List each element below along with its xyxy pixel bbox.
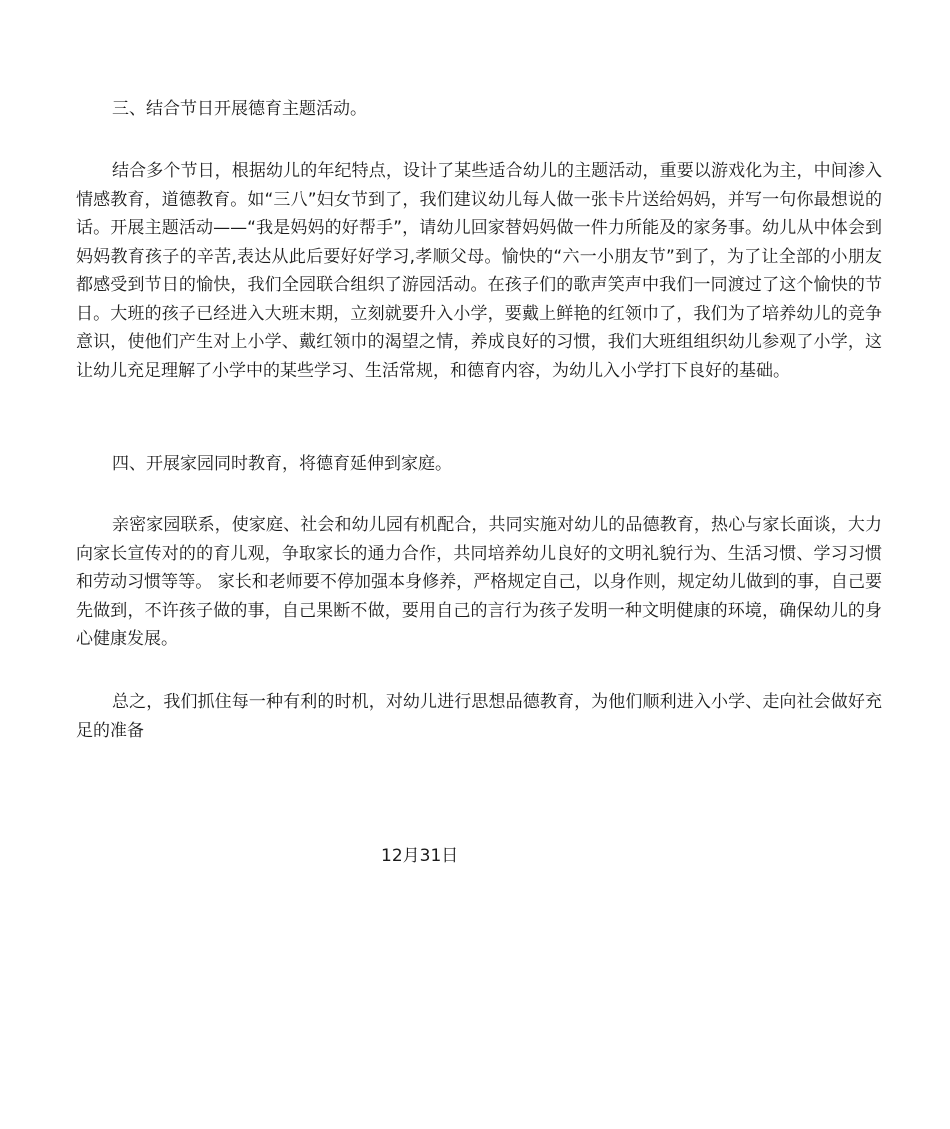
section-four-heading: 四、开展家园同时教育，将德育延伸到家庭。 (112, 454, 452, 474)
conclusion-paragraph: 总之，我们抓住每一种有利的时机，对幼儿进行思想品德教育，为他们顺利进入小学、走向社会做好充足的准备 (76, 692, 882, 741)
section-three-heading: 三、结合节日开展德育主题活动。 (112, 99, 367, 119)
section-four-paragraph: 亲密家园联系，使家庭、社会和幼儿园有机配合，共同实施对幼儿的品德教育，热心与家长面谈，大力向家长宣传对的的育儿观，争取家长的通力合作，共同培养幼儿良好的文明礼貌行为、生活习惯、学习习惯和劳动习惯等等。 家长和老师要不停加强本身修养，严格规定自己，以身作则，规定幼儿做到的事，自己要先做到，不许孩子做的事，自己果断不做，要用自己的言行为孩子发明一种文明健康的环境，确保幼儿的身心健康发展。 (76, 515, 882, 649)
section-three-paragraph: 结合多个节日，根据幼儿的年纪特点，设计了某些适合幼儿的主题活动，重要以游戏化为主，中间渗入情感教育，道德教育。如“三八”妇女节到了，我们建议幼儿每人做一张卡片送给妈妈，并写一句你最想说的话。开展主题活动——“我是妈妈的好帮手”，请幼儿回家替妈妈做一件力所能及的家务事。幼儿从中体会到妈妈教育孩子的辛苦,表达从此后要好好学习,孝顺父母。愉快的“六一小朋友节”到了，为了让全部的小朋友都感受到节日的愉快，我们全园联合组织了游园活动。在孩子们的歌声笑声中我们一同渡过了这个愉快的节日。大班的孩子已经进入大班末期，立刻就要升入小学，要戴上鲜艳的红领巾了，我们为了培养幼儿的竞争意识，使他们产生对上小学、戴红领巾的渴望之情，养成良好的习惯，我们大班组组织幼儿参观了小学，这让幼儿充足理解了小学中的某些学习、生活常规，和德育内容，为幼儿入小学打下良好的基础。 (76, 161, 882, 381)
document-date: 12月31日 (381, 846, 459, 866)
